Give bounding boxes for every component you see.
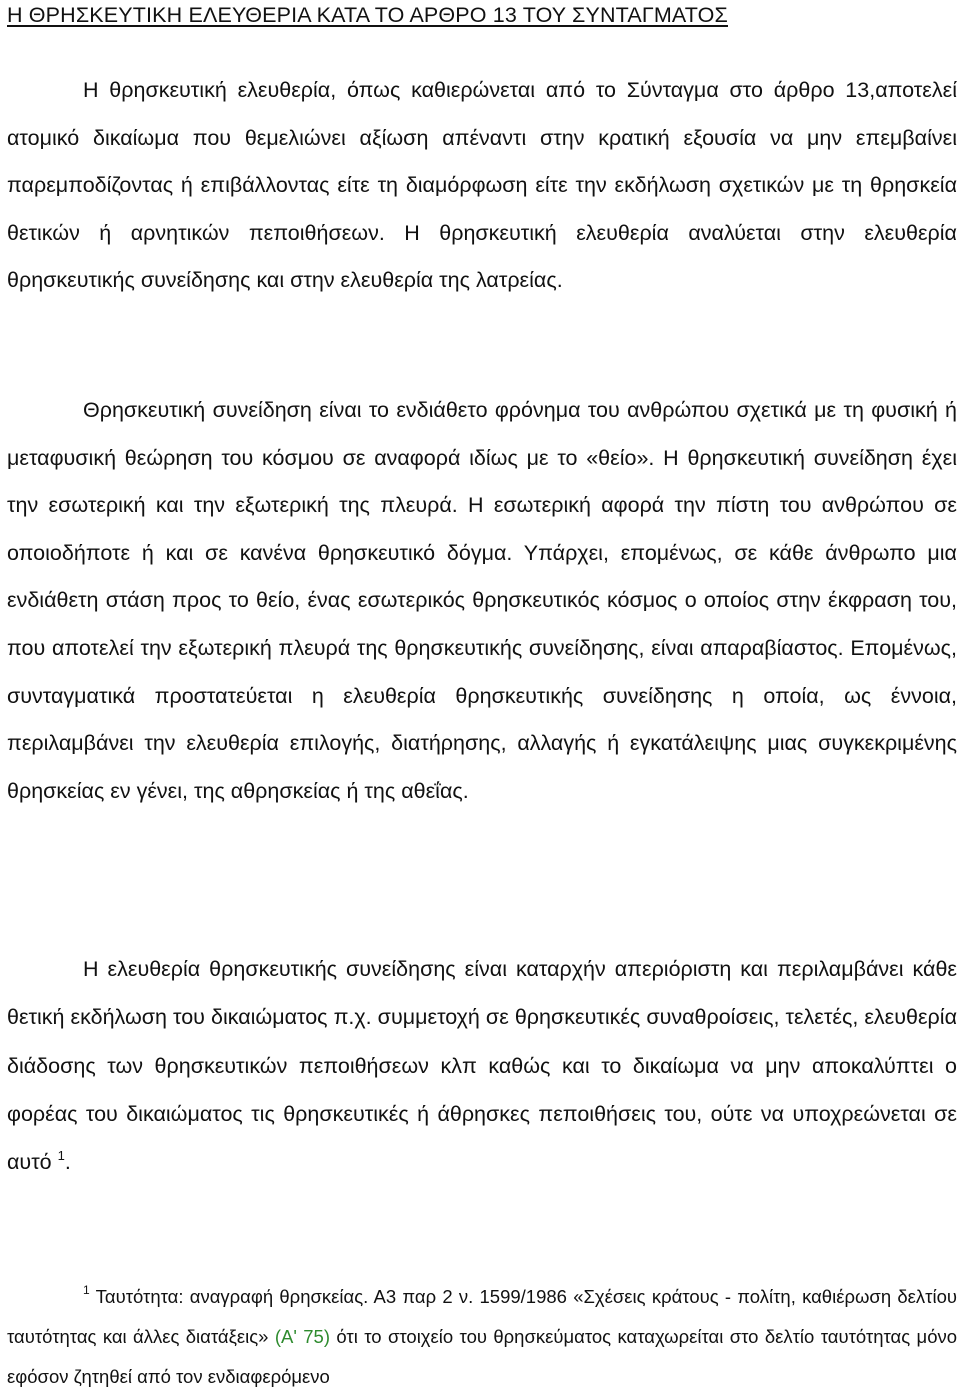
footnote-text-1: Ταυτότητα: αναγραφή θρησκείας. Α3 παρ 2 ν. 1599/1986 «Σχέσεις κράτους - πολίτη, καθιέρωση δελτίου ταυτότητας και άλλες διατάξεις» xyxy=(7,1286,957,1347)
paragraph-2 xyxy=(7,387,957,815)
paragraph-2-text: Θρησκευτική συνείδηση είναι το ενδιάθετο φρόνημα του ανθρώπου σχετικά με τη φυσική ή μεταφυσική θεώρηση του κόσμου σε αναφορά ιδίως με το «θείο». Η θρησκευτική συνείδηση έχει την εσωτερική και την εξωτερική της πλευρά. Η εσωτερική αφορά την πίστη του ανθρώπου σε οποιοδήποτε ή και σε κανένα θρησκευτικό δόγμα. Υπάρχει, επομένως, σε κάθε άνθρωπο μια ενδιάθετη στάση προς το θείο, ένας εσωτερικός θρησκευτικός κόσμος ο οποίος στην έκφραση του, που αποτελεί την εξωτερική πλευρά της θρησκευτικής συνείδησης, είναι απαραβίαστος. Επομένως, συνταγματικά προστατεύεται η ελευθερία θρησκευτικής συνείδησης η οποία, ως έννοια, περιλαμβάνει την ελευθερία επιλογής, διατήρησης, αλλαγής ή εγκατάλειψης μιας συγκεκριμένης θρησκείας εν γένει, της αθρησκείας ή της αθεΐας. xyxy=(7,398,957,803)
paragraph-1 xyxy=(7,67,957,305)
footnote-green-citation: (Α' 75) xyxy=(274,1326,331,1347)
footnote xyxy=(7,1277,957,1397)
footnote-marker: 1 xyxy=(83,1283,90,1297)
footnote-reference[interactable]: 1 xyxy=(57,1148,65,1164)
paragraph-3-text: Η ελευθερία θρησκευτικής συνείδησης είναι καταρχήν απεριόριστη και περιλαμβάνει κάθε θετική εκδήλωση του δικαιώματος π.χ. συμμετοχή σε θρησκευτικές συναθροίσεις, τελετές, ελευθερία διάδοσης των θρησκευτικών πεποιθήσεων κλπ καθώς και το δικαίωμα να μην αποκαλύπτει ο φορέας του δικαιώματος τις θρησκευτικές ή άθρησκες πεποιθήσεις του, ούτε να υποχρεώνεται σε αυτό xyxy=(7,957,957,1175)
document-title: Η ΘΡΗΣΚΕΥΤΙΚΗ ΕΛΕΥΘΕΡΙΑ ΚΑΤΑ ΤΟ ΑΡΘΡΟ 13 ΤΟΥ ΣΥΝΤΑΓΜΑΤΟΣ xyxy=(7,3,728,27)
paragraph-3-end: . xyxy=(64,1150,71,1175)
paragraph-3 xyxy=(7,945,957,1186)
footnote-text-2: ότι το στοιχείο του θρησκεύματος καταχωρείται στο δελτίο ταυτότητας μόνο εφόσον ζητηθεί από τον ενδιαφερόμενο xyxy=(7,1326,958,1387)
paragraph-1-text: Η θρησκευτική ελευθερία, όπως καθιερώνεται από το Σύνταγμα στο άρθρο 13,αποτελεί ατομικό δικαίωμα που θεμελιώνει αξίωση απέναντι στην κρατική εξουσία να μην επεμβαίνει παρεμποδίζοντας ή επιβάλλοντας είτε τη διαμόρφωση είτε την εκδήλωση σχετικών με τη θρησκεία θετικών ή αρνητικών πεποιθήσεων. Η θρησκευτική ελευθερία αναλύεται στην ελευθερία θρησκευτικής συνείδησης και στην ελευθερία της λατρείας. xyxy=(7,78,957,293)
